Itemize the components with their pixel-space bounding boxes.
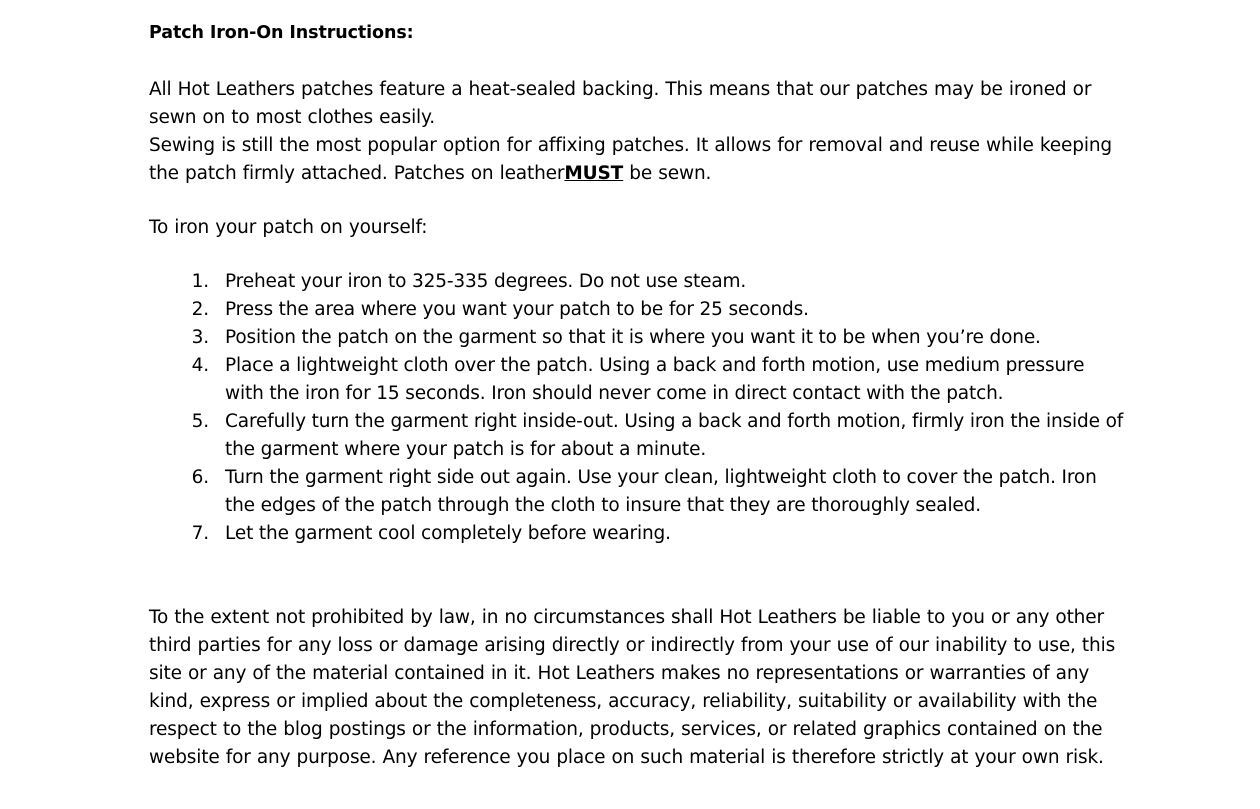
- spacer: [149, 242, 1125, 268]
- intro-paragraph-1: All Hot Leathers patches feature a heat-sealed backing. This means that our patches may be ironed or sewn on to most clothes easily.: [149, 79, 1092, 128]
- list-item: Preheat your iron to 325-335 degrees. Do not use steam.: [225, 271, 747, 292]
- steps-list: [149, 268, 1125, 548]
- spacer: [149, 548, 1125, 604]
- section-lead: To iron your patch on yourself:: [149, 217, 428, 238]
- list-item: Place a lightweight cloth over the patch. Using a back and forth motion, use medium pressure with the iron for 15 seconds. Iron should never come in direct contact with the patch.: [225, 355, 1085, 404]
- list-item: Press the area where you want your patch to be for 25 seconds.: [225, 299, 809, 320]
- intro-paragraph-2-text: Sewing is still the most popular option for affixing patches. It allows for removal and reuse while keeping the patch firmly attached. Patches on leather: [149, 135, 1113, 184]
- intro-paragraph-2: [149, 132, 1125, 188]
- list-item: Turn the garment right side out again. Use your clean, lightweight cloth to cover the patch. Iron the edges of the patch through the cloth to insure that they are thoroughly sealed.: [225, 467, 1097, 516]
- spacer: [149, 48, 1125, 76]
- list-item: Carefully turn the garment right inside-out. Using a back and forth motion, firmly iron the inside of the garment where your patch is for about a minute.: [225, 411, 1124, 460]
- disclaimer-text: To the extent not prohibited by law, in no circumstances shall Hot Leathers be liable to you or any other third parties for any loss or damage arising directly or indirectly from your use of our inability to use, this site or any of the material contained in it. Hot Leathers makes no representations or warranties of any kind, express or implied about the completeness, accuracy, reliability, suitability or availability with the respect to the blog postings or the information, products, services, or related graphics contained on the website for any purpose. Any reference you place on such material is therefore strictly at your own risk.: [149, 607, 1116, 768]
- must-emphasis: MUST: [564, 163, 624, 184]
- intro-paragraph-2-tail: be sewn.: [629, 163, 712, 184]
- intro-paragraphs: [149, 76, 1125, 188]
- list-item: Let the garment cool completely before wearing.: [225, 523, 671, 544]
- spacer: [149, 188, 1125, 214]
- list-item: Position the patch on the garment so that it is where you want it to be when you’re done.: [225, 327, 1041, 348]
- page-title: Patch Iron-On Instructions:: [149, 23, 414, 43]
